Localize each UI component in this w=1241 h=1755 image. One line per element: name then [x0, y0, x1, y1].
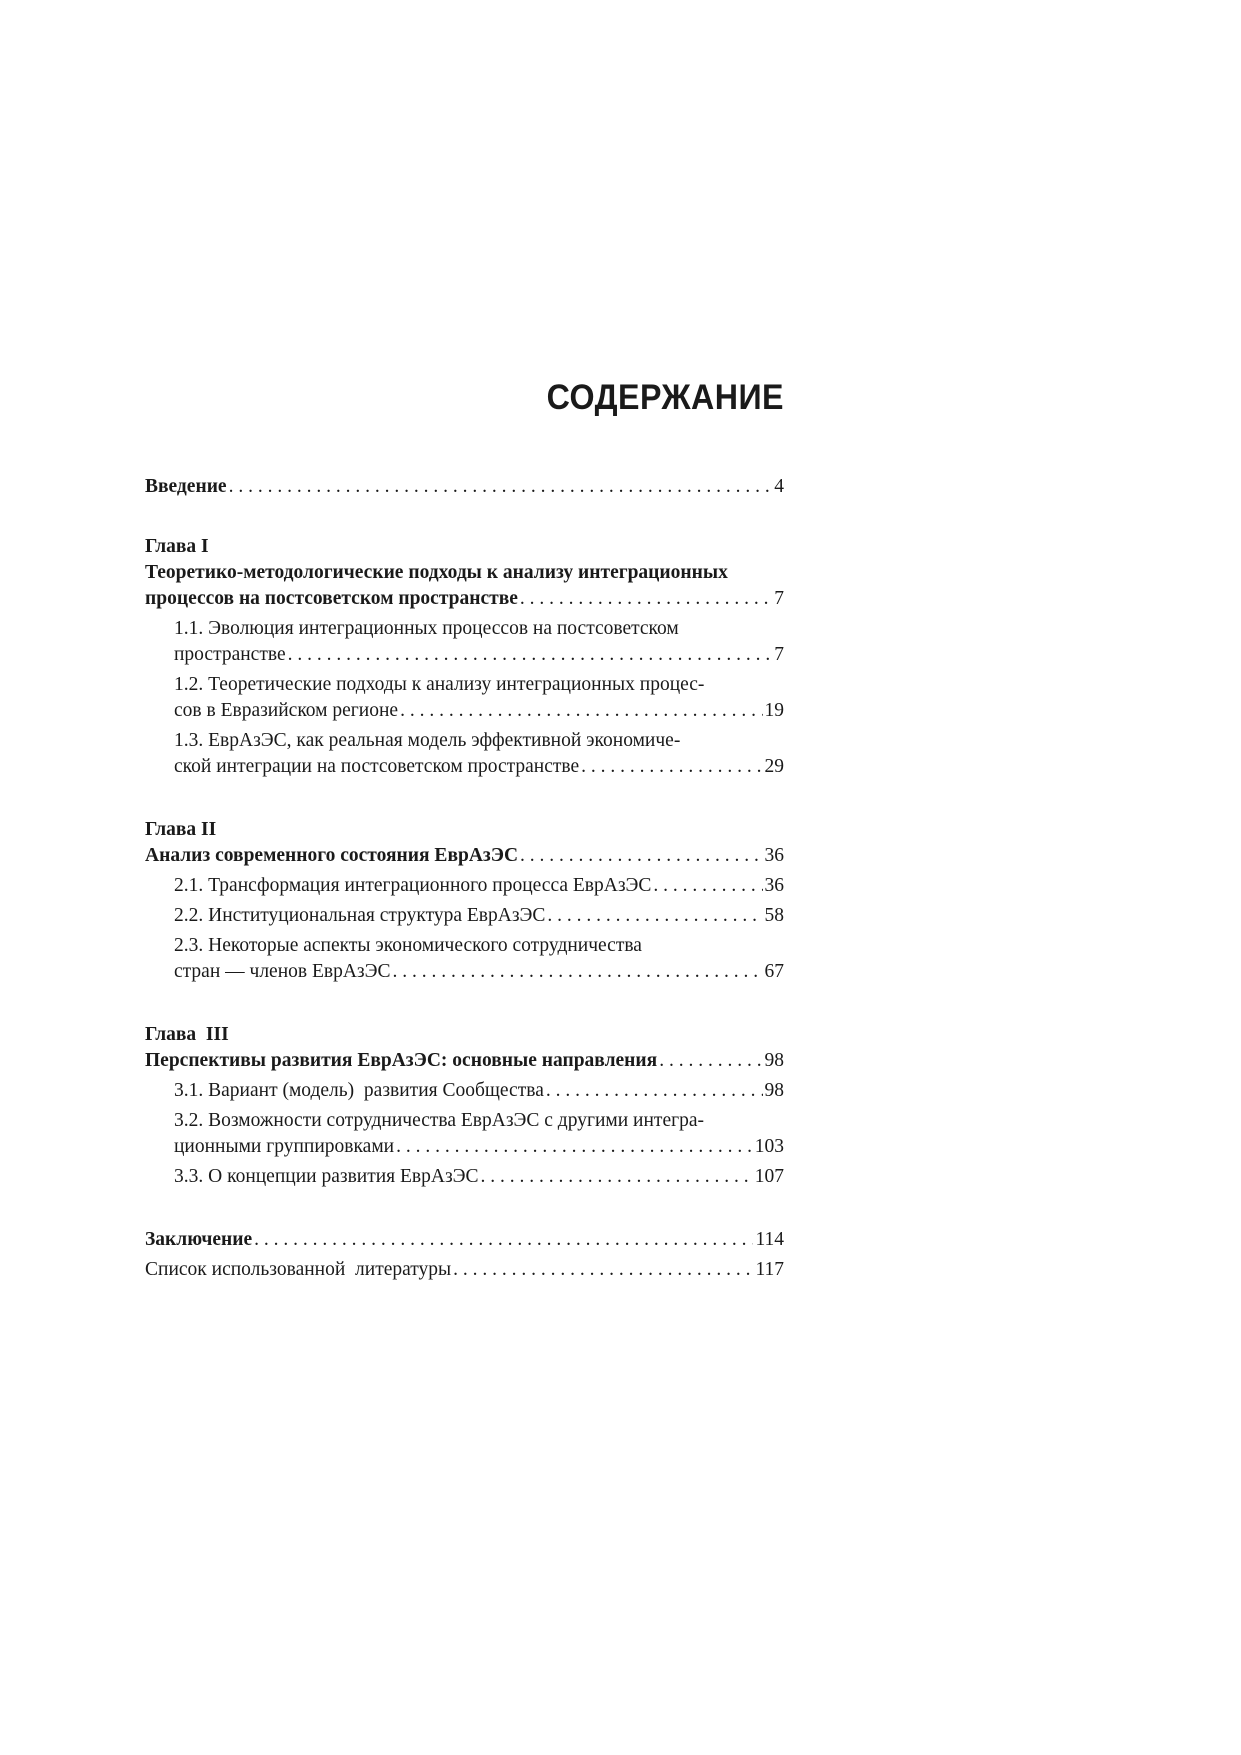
chapter-heading: Глава I: [145, 536, 209, 557]
toc-entry-conclusion[interactable]: [145, 1227, 784, 1253]
leader-dots: [520, 586, 772, 612]
toc-entry-section[interactable]: [174, 642, 784, 668]
toc-entry-section[interactable]: [174, 1164, 784, 1190]
section-line: ской интеграции на постсоветском пространстве: [174, 756, 580, 777]
page-number: 36: [764, 845, 784, 866]
section-line: 2.2. Институциональная структура ЕврАзЭС: [174, 905, 546, 926]
toc-entry-section[interactable]: [174, 1134, 784, 1160]
chapter-title-line: процессов на постсоветском пространстве: [145, 588, 518, 609]
section-line[interactable]: 1.2. Теоретические подходы к анализу интеграционных процес-: [174, 674, 705, 695]
leader-dots: [547, 903, 762, 929]
page-number: 98: [764, 1080, 784, 1101]
section-line: 3.3. О концепции развития ЕврАзЭС: [174, 1166, 479, 1187]
leader-dots: [546, 1078, 763, 1104]
toc-entry-section[interactable]: [174, 1078, 784, 1104]
page-number: 29: [764, 756, 784, 777]
toc-entry-label: Заключение: [145, 1229, 253, 1250]
leader-dots: [481, 1164, 753, 1190]
page-number: 19: [764, 700, 784, 721]
section-line: 3.1. Вариант (модель) развития Сообщества: [174, 1080, 544, 1101]
chapter-title-line: Анализ современного состояния ЕврАзЭС: [145, 845, 519, 866]
toc-entry-section[interactable]: [174, 754, 784, 780]
chapter-title-line[interactable]: Теоретико-методологические подходы к анализу интеграционных: [145, 562, 728, 583]
page-number: 4: [774, 476, 784, 497]
section-line[interactable]: 2.3. Некоторые аспекты экономического сотрудничества: [174, 935, 642, 956]
section-line[interactable]: 1.1. Эволюция интеграционных процессов на постсоветском: [174, 618, 679, 639]
section-line: сов в Евразийском регионе: [174, 700, 399, 721]
section-line: 2.1. Трансформация интеграционного процесса ЕврАзЭС: [174, 875, 652, 896]
section-list: [145, 1074, 784, 1190]
toc-entry-section[interactable]: [174, 903, 784, 929]
chapter-heading: Глава III: [145, 1024, 229, 1045]
page-number: 98: [764, 1050, 784, 1071]
table-of-contents: [145, 474, 784, 1283]
leader-dots: [659, 1048, 762, 1074]
section-list: [145, 612, 784, 780]
leader-dots: [653, 873, 762, 899]
toc-entry-ch1[interactable]: [145, 586, 784, 612]
toc-entry-section[interactable]: [174, 873, 784, 899]
section-line[interactable]: 3.2. Возможности сотрудничества ЕврАзЭС с другими интегра-: [174, 1110, 704, 1131]
page-number: 67: [764, 961, 784, 982]
page-number: 58: [764, 905, 784, 926]
leader-dots: [453, 1257, 753, 1283]
page-number: 7: [774, 588, 784, 609]
leader-dots: [520, 843, 762, 869]
leader-dots: [229, 474, 773, 500]
leader-dots: [396, 1134, 753, 1160]
page-number: 7: [774, 644, 784, 665]
page-number: 117: [755, 1259, 784, 1280]
chapter-title-line: Перспективы развития ЕврАзЭС: основные направления: [145, 1050, 658, 1071]
leader-dots: [581, 754, 762, 780]
section-line: пространстве: [174, 644, 286, 665]
page-number: 114: [755, 1229, 784, 1250]
section-line: стран — членов ЕврАзЭС: [174, 961, 391, 982]
toc-entry-ch2[interactable]: [145, 843, 784, 869]
toc-entry-ch3[interactable]: [145, 1048, 784, 1074]
toc-entry-section[interactable]: [174, 698, 784, 724]
leader-dots: [393, 959, 763, 985]
page-number: 36: [764, 875, 784, 896]
section-line[interactable]: 1.3. ЕврАзЭС, как реальная модель эффективной экономиче-: [174, 730, 681, 751]
section-list: [145, 869, 784, 985]
page-title: СОДЕРЖАНИЕ: [546, 378, 784, 417]
toc-entry-intro[interactable]: [145, 474, 784, 500]
leader-dots: [288, 642, 773, 668]
section-line: ционными группировками: [174, 1136, 395, 1157]
toc-entry-label: Список использованной литературы: [145, 1259, 452, 1280]
toc-entry-label: Введение: [145, 476, 227, 497]
leader-dots: [254, 1227, 753, 1253]
toc-entry-section[interactable]: [174, 959, 784, 985]
leader-dots: [400, 698, 762, 724]
page-number: 107: [754, 1166, 784, 1187]
toc-entry-references[interactable]: [145, 1257, 784, 1283]
page-number: 103: [754, 1136, 784, 1157]
chapter-heading: Глава II: [145, 819, 217, 840]
